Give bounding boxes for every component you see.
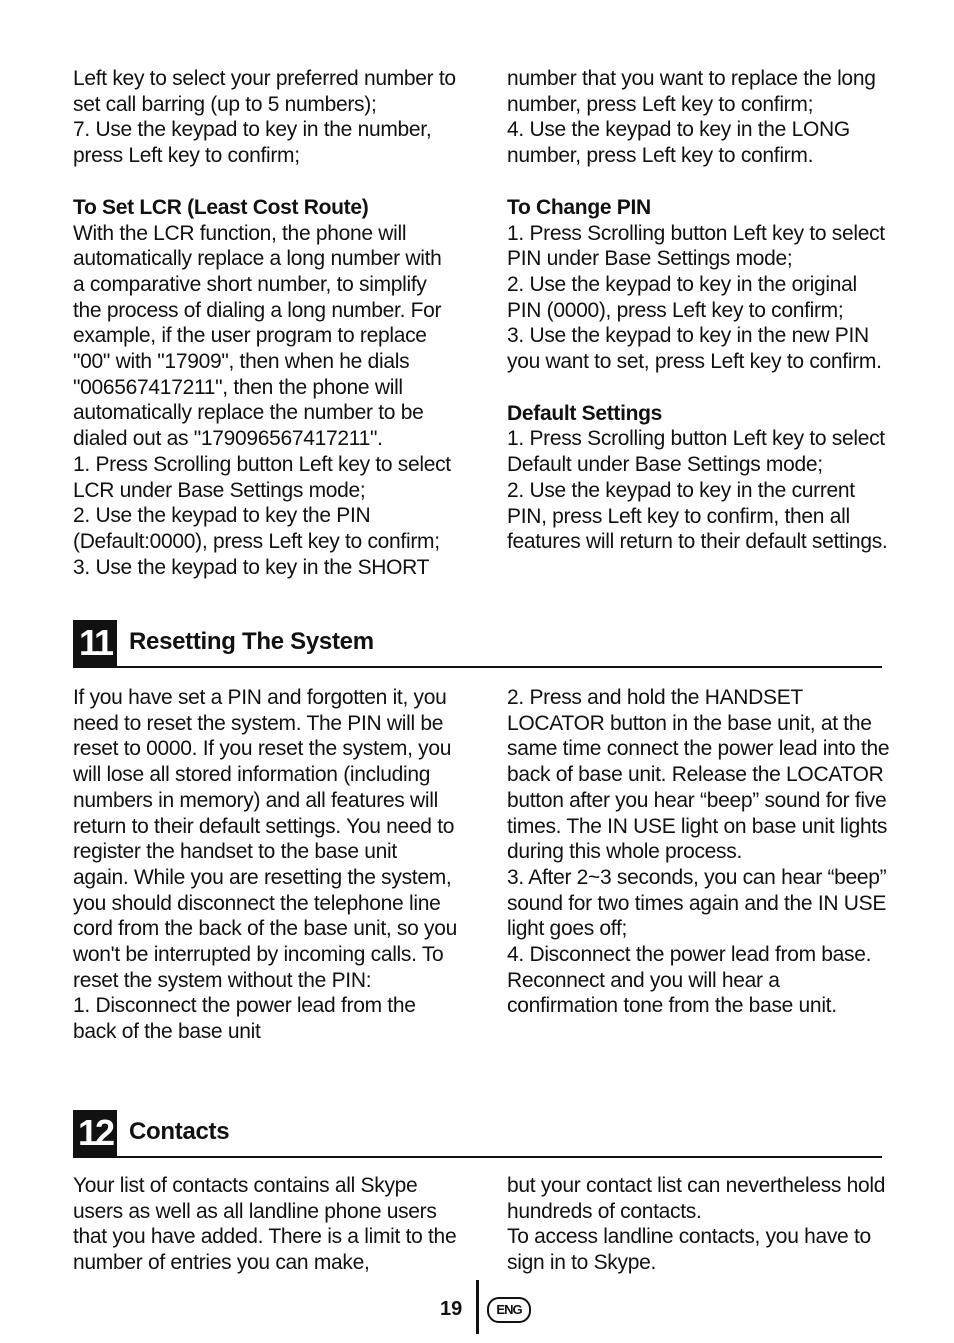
language-badge: ENG <box>487 1297 531 1323</box>
page-number: 19 <box>440 1298 463 1320</box>
reset-step-4: 4. Disconnect the power lead from base. Reconnect and you will hear a confirmation tone from the base unit. <box>507 943 872 1018</box>
top-right-column <box>507 66 891 555</box>
change-pin-step-1: 1. Press Scrolling button Left key to select PIN under Base Settings mode; <box>507 221 885 271</box>
section-12-title: Contacts <box>129 1118 230 1145</box>
default-settings-step-1: 1. Press Scrolling button Left key to select Default under Base Settings mode; <box>507 427 885 477</box>
section-12-number: 12 <box>73 1110 117 1156</box>
section-12-header <box>73 1110 882 1158</box>
contacts-access: To access landline contacts, you have to sign in to Skype. <box>507 1225 871 1275</box>
page-footer <box>0 1280 954 1336</box>
call-barring-continued: Left key to select your preferred number to set call barring (up to 5 numbers); <box>73 67 456 116</box>
reset-step-2: 2. Press and hold the HANDSET LOCATOR button in the base unit, at the same time connect the power lead into the back of base unit. Release the LOCATOR button after you hear “beep” sound for five times. The IN USE light on base unit lights during this whole process. <box>507 686 890 864</box>
lcr-step-1: 1. Press Scrolling button Left key to select LCR under Base Settings mode; <box>73 452 451 502</box>
lcr-step-2: 2. Use the keypad to key the PIN (Default:0000), press Left key to confirm; <box>73 504 440 553</box>
section-12-right-column <box>507 1173 891 1276</box>
footer-divider <box>476 1280 479 1334</box>
section-11-number: 11 <box>73 620 117 666</box>
change-pin-step-2: 2. Use the keypad to key in the original PIN (0000), press Left key to confirm; <box>507 272 857 322</box>
contacts-description: Your list of contacts contains all Skype users as well as all landline phone users that you have added. There is a limit to the number of entries you can make, <box>73 1174 457 1275</box>
call-barring-step-7: 7. Use the keypad to key in the number, press Left key to confirm; <box>73 118 432 168</box>
section-11-right-column <box>507 685 891 1019</box>
section-11-left-column <box>73 685 457 1045</box>
reset-step-3: 3. After 2~3 seconds, you can hear “beep” sound for two times again and the IN USE light goes off; <box>507 865 887 941</box>
reset-step-1: 1. Disconnect the power lead from the back of the base unit <box>73 994 416 1044</box>
lcr-description: With the LCR function, the phone will automatically replace a long number with a comparative short number, to simplify the process of dialing a long number. For example, if the user program to replace "00" with "17909", then when he dials "006567417211", then the phone will automatically replace the number to be dialed out as "179096567417211". <box>73 221 442 451</box>
section-11-header <box>73 620 882 668</box>
lcr-step-3-continued: number that you want to replace the long number, press Left key to confirm; <box>507 67 876 116</box>
lcr-heading: To Set LCR (Least Cost Route) <box>73 195 369 219</box>
reset-description: If you have set a PIN and forgotten it, you need to reset the system. The PIN will be reset to 0000. If you reset the system, you will lose all stored information (including numbers in memory) and all features will return to their default settings. You need to register the handset to the base unit again. While you are resetting the system, you should disconnect the telephone line cord from the back of the base unit, so you won't be interrupted by incoming calls. To reset the system without the PIN: <box>73 686 457 992</box>
section-12-left-column <box>73 1173 457 1276</box>
change-pin-step-3: 3. Use the keypad to key in the new PIN you want to set, press Left key to confirm. <box>507 324 882 374</box>
section-11-title: Resetting The System <box>129 628 374 655</box>
lcr-step-4: 4. Use the keypad to key in the LONG number, press Left key to confirm. <box>507 118 850 168</box>
default-settings-step-2: 2. Use the keypad to key in the current PIN, press Left key to confirm, then all features will return to their default settings. <box>507 478 888 554</box>
lcr-step-3: 3. Use the keypad to key in the SHORT <box>73 555 430 579</box>
change-pin-heading: To Change PIN <box>507 195 651 219</box>
contacts-capacity: but your contact list can nevertheless hold hundreds of contacts. <box>507 1174 886 1223</box>
top-left-column <box>73 66 457 580</box>
default-settings-heading: Default Settings <box>507 401 663 425</box>
